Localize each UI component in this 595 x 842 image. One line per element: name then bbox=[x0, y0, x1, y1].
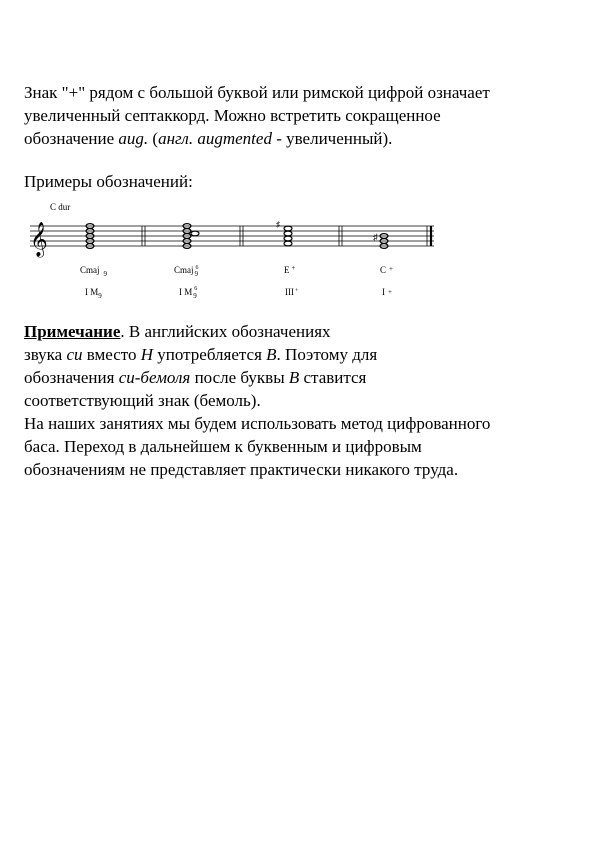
examples-heading: Примеры обозначений: bbox=[24, 172, 193, 191]
note-line-5: На наших занятиях мы будем использовать метод цифрованного bbox=[24, 414, 491, 433]
note-si-flat: си-бемоля bbox=[118, 368, 191, 387]
note-text: после буквы bbox=[190, 368, 289, 387]
chord-4-roman: I + bbox=[382, 287, 392, 297]
intro-text: обозначение bbox=[24, 129, 119, 148]
note-line-6: баса. Переход в дальнейшем к буквенным и цифровым bbox=[24, 437, 422, 456]
chord-1-roman: I $M_9$ bbox=[85, 287, 102, 300]
chord-4-symbol: C + bbox=[380, 265, 393, 275]
note-line-7: обозначениям не представляет практически никакого труда. bbox=[24, 460, 459, 479]
note-text: обозначения bbox=[24, 368, 119, 387]
intro-line-3 bbox=[24, 127, 580, 150]
note-letter-b: B bbox=[288, 368, 300, 387]
note-line-2 bbox=[24, 343, 580, 366]
note-text: ставится bbox=[299, 368, 367, 387]
svg-text:𝄞: 𝄞 bbox=[30, 222, 48, 257]
chord-3-notes bbox=[284, 226, 292, 246]
chord-1-symbol: Cmaj $_9$ bbox=[80, 265, 107, 278]
aug-abbr: aug. bbox=[118, 129, 149, 148]
note-heading: Примечание bbox=[24, 322, 121, 341]
svg-text:♯: ♯ bbox=[276, 220, 280, 229]
intro-text: - увеличенный). bbox=[271, 129, 393, 148]
note-line-1 bbox=[24, 320, 580, 343]
note-letter-h: H bbox=[140, 345, 154, 364]
note-line-3 bbox=[24, 366, 580, 389]
treble-clef-icon bbox=[30, 222, 48, 258]
sharp-icon bbox=[276, 220, 280, 229]
intro-line-1: Знак "+" рядом с большой буквой или римской цифрой означает bbox=[24, 83, 490, 102]
note-line-4: соответствующий знак (бемоль). bbox=[24, 391, 261, 410]
note-letter-b: B bbox=[266, 345, 277, 364]
note-paragraph bbox=[24, 320, 580, 481]
note-text: употребляется bbox=[153, 345, 267, 364]
note-text: . В английских обозначениях bbox=[120, 322, 331, 341]
key-label: C dur bbox=[50, 202, 71, 212]
note-text: звука bbox=[24, 345, 67, 364]
chord-2-symbol: Cmaj $^6$ 9 bbox=[174, 265, 199, 278]
chord-3-symbol: E + bbox=[284, 264, 296, 275]
intro-line-2: увеличенный септаккорд. Можно встретить сокращенное bbox=[24, 106, 441, 125]
chord-3-roman: III+ bbox=[285, 287, 299, 297]
intro-text: ( bbox=[148, 129, 159, 148]
chord-2-roman: I M $^6$ 9 bbox=[179, 286, 198, 300]
music-example bbox=[24, 196, 444, 306]
note-si: си bbox=[66, 345, 83, 364]
intro-paragraph bbox=[24, 81, 580, 150]
note-text: . Поэтому для bbox=[276, 345, 378, 364]
svg-text:♯: ♯ bbox=[373, 232, 378, 242]
note-text: вместо bbox=[82, 345, 141, 364]
english-term: англ. augmented bbox=[158, 129, 272, 148]
sharp-icon bbox=[373, 232, 378, 242]
